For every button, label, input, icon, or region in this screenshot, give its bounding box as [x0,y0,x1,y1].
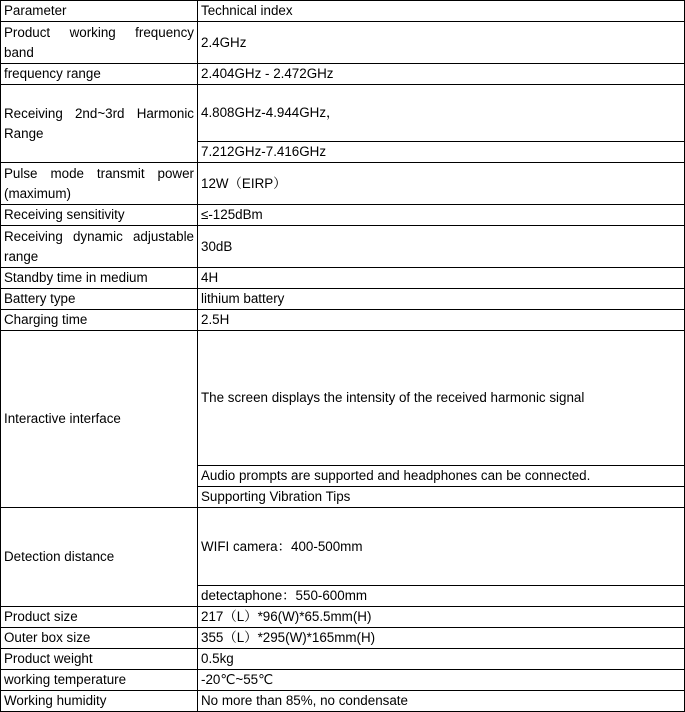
param-cell: Outer box size [1,628,198,649]
table-row [1,205,685,226]
table-row [1,163,685,205]
value-cell: 0.5kg [198,649,685,670]
spec-table-body [1,1,685,712]
param-cell: Receiving 2nd~3rd Harmonic Range [1,85,198,163]
table-row [1,607,685,628]
value-cell: 12W（EIRP） [198,163,685,205]
value-cell: 2.404GHz - 2.472GHz [198,64,685,85]
param-cell: Battery type [1,289,198,310]
value-cell: 2.5H [198,310,685,331]
value-cell: lithium battery [198,289,685,310]
table-row [1,268,685,289]
value-cell: 4.808GHz-4.944GHz， [198,85,685,142]
table-row [1,226,685,268]
table-row [1,310,685,331]
table-row [1,331,685,466]
param-cell: Standby time in medium [1,268,198,289]
param-cell: Receiving dynamic adjustable range [1,226,198,268]
value-cell: 30dB [198,226,685,268]
value-cell: No more than 85%, no condensate [198,691,685,712]
value-cell: ≤-125dBm [198,205,685,226]
value-cell: The screen displays the intensity of the received harmonic signal [198,331,685,466]
param-cell: frequency range [1,64,198,85]
param-cell: Working humidity [1,691,198,712]
value-cell: detectaphone：550-600mm [198,586,685,607]
param-cell: Charging time [1,310,198,331]
table-row [1,670,685,691]
table-row [1,691,685,712]
value-cell: 4H [198,268,685,289]
param-cell: Detection distance [1,508,198,607]
value-cell: 2.4GHz [198,22,685,64]
param-cell: working temperature [1,670,198,691]
value-cell: 7.212GHz-7.416GHz [198,142,685,163]
header-row [1,1,685,22]
table-row [1,508,685,586]
value-cell: -20℃~55℃ [198,670,685,691]
header-parameter: Parameter [1,1,198,22]
param-cell: Product size [1,607,198,628]
table-row [1,22,685,64]
value-cell: Supporting Vibration Tips [198,487,685,508]
value-cell: WIFI camera：400-500mm [198,508,685,586]
value-cell: 355（L）*295(W)*165mm(H) [198,628,685,649]
param-cell: Interactive interface [1,331,198,508]
table-row [1,289,685,310]
param-cell: Product weight [1,649,198,670]
param-cell: Receiving sensitivity [1,205,198,226]
param-cell: Pulse mode transmit power (maximum) [1,163,198,205]
table-row [1,85,685,142]
value-cell: Audio prompts are supported and headphones can be connected. [198,466,685,487]
param-cell: Product working frequency band [1,22,198,64]
table-row [1,64,685,85]
table-row [1,628,685,649]
value-cell: 217（L）*96(W)*65.5mm(H) [198,607,685,628]
table-row [1,649,685,670]
header-technical-index: Technical index [198,1,685,22]
